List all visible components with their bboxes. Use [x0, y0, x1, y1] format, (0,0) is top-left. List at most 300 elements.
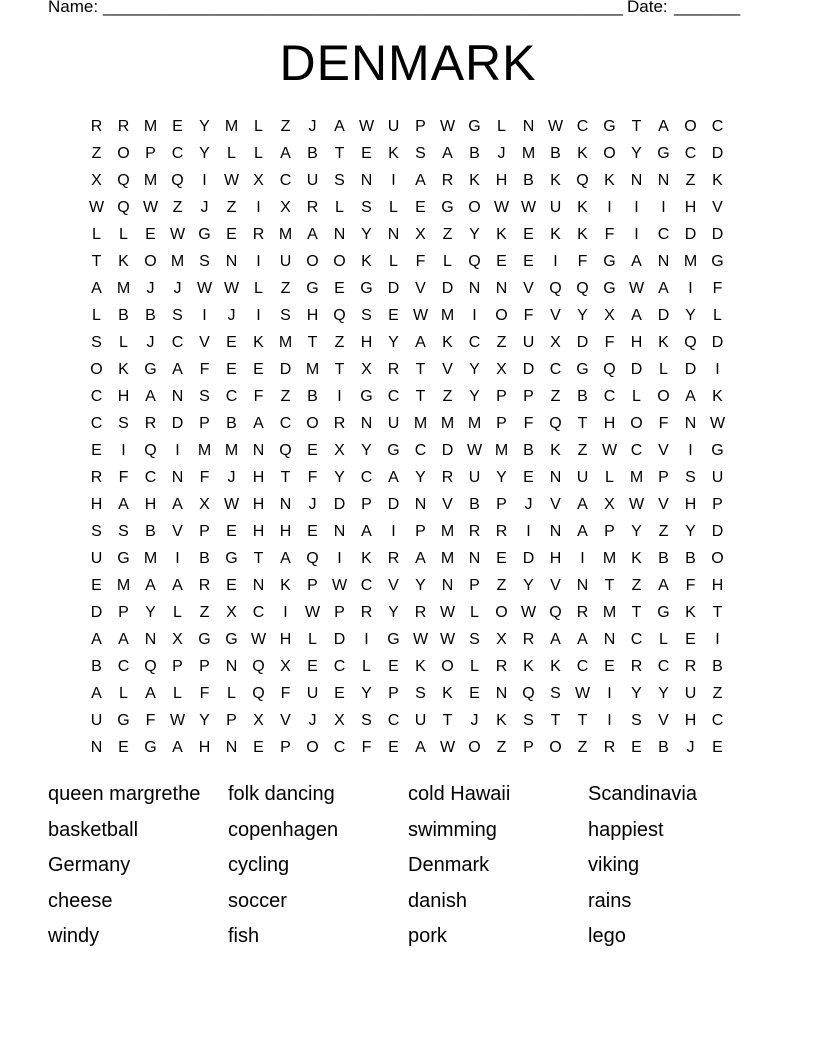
grid-letter: X [334, 712, 345, 729]
grid-letter: L [254, 280, 263, 297]
grid-letter: C [90, 415, 103, 432]
grid-row [83, 329, 733, 356]
grid-letter: B [307, 388, 318, 405]
grid-letter: G [225, 631, 238, 648]
grid-letter: D [576, 334, 589, 351]
grid-letter: Q [279, 442, 292, 459]
grid-letter: M [305, 361, 320, 378]
grid-letter: W [439, 631, 456, 648]
grid-letter: Y [361, 685, 372, 702]
header [48, 0, 748, 21]
grid-letter: M [143, 118, 158, 135]
grid-letter: N [90, 739, 103, 756]
grid-letter: K [631, 550, 642, 567]
grid-letter: L [227, 685, 236, 702]
grid-letter: N [171, 388, 184, 405]
grid-letter: L [362, 658, 371, 675]
grid-letter: H [252, 469, 265, 486]
grid-row [83, 275, 733, 302]
grid-letter: W [601, 442, 618, 459]
grid-letter: V [523, 280, 534, 297]
grid-letter: L [497, 118, 506, 135]
grid-letter: N [549, 469, 562, 486]
grid-letter: E [415, 199, 426, 216]
grid-letter: M [278, 334, 293, 351]
grid-letter: T [280, 469, 291, 486]
grid-letter: Y [199, 712, 210, 729]
grid-letter: W [304, 604, 321, 621]
grid-letter: O [306, 253, 319, 270]
grid-letter: U [684, 685, 697, 702]
grid-letter: K [577, 226, 588, 243]
grid-letter: H [279, 523, 292, 540]
grid-letter: G [576, 361, 589, 378]
grid-letter: V [550, 577, 561, 594]
grid-letter: A [91, 631, 102, 648]
grid-letter: M [602, 550, 617, 567]
word-search-grid [83, 113, 733, 761]
grid-letter: K [523, 658, 534, 675]
grid-letter: R [630, 658, 643, 675]
grid-letter: Q [144, 442, 157, 459]
grid-letter: C [90, 388, 103, 405]
grid-letter: L [470, 658, 479, 675]
grid-letter: Q [333, 307, 346, 324]
grid-letter: F [712, 280, 723, 297]
grid-letter: F [199, 361, 210, 378]
grid-letter: N [684, 415, 697, 432]
grid-letter: Y [631, 145, 642, 162]
grid-letter: N [576, 577, 589, 594]
grid-letter: W [358, 118, 375, 135]
grid-letter: H [252, 496, 265, 513]
grid-letter: O [630, 415, 643, 432]
word-list-item: soccer [228, 889, 287, 912]
grid-letter: Z [496, 739, 507, 756]
grid-letter: T [334, 145, 345, 162]
grid-row [83, 383, 733, 410]
grid-letter: J [200, 199, 209, 216]
grid-letter: A [415, 172, 426, 189]
grid-letter: I [715, 361, 720, 378]
grid-letter: W [439, 739, 456, 756]
grid-letter: H [279, 631, 292, 648]
grid-letter: A [415, 739, 426, 756]
grid-letter: K [550, 226, 561, 243]
grid-letter: P [469, 577, 480, 594]
grid-letter: R [603, 739, 616, 756]
grid-letter: H [684, 199, 697, 216]
word-list-item: pork [408, 925, 447, 947]
grid-letter: Y [469, 226, 480, 243]
grid-row [83, 599, 733, 626]
grid-letter: B [658, 739, 669, 756]
grid-letter: B [685, 550, 696, 567]
grid-letter: W [439, 118, 456, 135]
grid-letter: O [603, 145, 616, 162]
grid-letter: R [252, 226, 265, 243]
grid-letter: J [173, 280, 182, 297]
grid-letter: H [144, 496, 157, 513]
grid-letter: E [496, 253, 507, 270]
word-list-item: cheese [48, 889, 113, 912]
grid-letter: X [496, 631, 507, 648]
grid-letter: B [469, 145, 480, 162]
grid-letter: S [91, 334, 102, 351]
grid-letter: D [684, 226, 697, 243]
grid-letter: S [361, 199, 372, 216]
grid-letter: C [144, 469, 157, 486]
grid-letter: C [630, 631, 643, 648]
grid-letter: A [118, 631, 129, 648]
grid-letter: M [440, 550, 455, 567]
grid-letter: A [145, 685, 156, 702]
grid-letter: G [387, 631, 400, 648]
grid-letter: H [684, 712, 697, 729]
grid-row [83, 356, 733, 383]
grid-letter: J [686, 739, 695, 756]
grid-letter: J [227, 469, 236, 486]
grid-letter: W [628, 280, 645, 297]
grid-letter: M [602, 604, 617, 621]
grid-letter: S [118, 523, 129, 540]
grid-letter: C [279, 172, 292, 189]
grid-letter: B [577, 388, 588, 405]
grid-letter: V [550, 496, 561, 513]
grid-letter: E [226, 577, 237, 594]
grid-letter: L [605, 469, 614, 486]
grid-letter: Q [468, 253, 481, 270]
grid-letter: G [603, 280, 616, 297]
grid-letter: N [333, 523, 346, 540]
grid-letter: T [631, 604, 642, 621]
grid-letter: K [118, 361, 129, 378]
grid-letter: P [388, 685, 399, 702]
grid-letter: P [334, 604, 345, 621]
grid-letter: X [550, 334, 561, 351]
grid-letter: R [495, 523, 508, 540]
grid-letter: Z [496, 577, 507, 594]
grid-letter: N [360, 172, 373, 189]
grid-letter: J [524, 496, 533, 513]
grid-letter: B [226, 415, 237, 432]
grid-letter: A [172, 577, 183, 594]
grid-letter: R [90, 118, 103, 135]
grid-letter: F [253, 388, 264, 405]
grid-letter: Y [415, 577, 426, 594]
grid-letter: C [549, 361, 562, 378]
date-label: Date: [627, 0, 668, 16]
grid-letter: P [604, 523, 615, 540]
grid-letter: L [92, 226, 101, 243]
grid-letter: A [388, 469, 399, 486]
grid-letter: T [307, 334, 318, 351]
grid-letter: I [553, 253, 558, 270]
grid-letter: P [658, 469, 669, 486]
grid-letter: Q [549, 604, 562, 621]
grid-letter: K [550, 442, 561, 459]
grid-letter: A [334, 118, 345, 135]
grid-letter: Y [631, 685, 642, 702]
grid-letter: J [146, 334, 155, 351]
grid-letter: E [388, 739, 399, 756]
grid-letter: Y [334, 469, 345, 486]
grid-letter: S [685, 469, 696, 486]
grid-letter: V [442, 496, 453, 513]
grid-letter: K [442, 685, 453, 702]
grid-letter: S [415, 685, 426, 702]
grid-letter: I [256, 307, 261, 324]
grid-letter: K [604, 172, 615, 189]
grid-letter: H [495, 172, 508, 189]
grid-letter: E [118, 739, 129, 756]
grid-letter: H [684, 496, 697, 513]
grid-letter: G [387, 442, 400, 459]
word-list-item: folk dancing [228, 783, 335, 805]
grid-letter: C [657, 658, 670, 675]
grid-letter: K [577, 199, 588, 216]
grid-letter: W [331, 577, 348, 594]
grid-letter: H [306, 307, 319, 324]
grid-letter: C [576, 658, 589, 675]
grid-letter: Z [685, 172, 696, 189]
grid-letter: Y [199, 118, 210, 135]
grid-letter: U [576, 469, 589, 486]
grid-letter: O [333, 253, 346, 270]
word-list-item: Scandinavia [588, 783, 697, 805]
grid-letter: D [711, 334, 724, 351]
grid-letter: M [629, 469, 644, 486]
grid-letter: C [252, 604, 265, 621]
grid-letter: M [278, 226, 293, 243]
grid-letter: D [441, 280, 454, 297]
grid-letter: I [256, 199, 261, 216]
grid-letter: G [198, 631, 211, 648]
grid-letter: V [415, 280, 426, 297]
grid-letter: L [389, 253, 398, 270]
grid-letter: W [412, 631, 429, 648]
grid-letter: X [91, 172, 102, 189]
grid-letter: Y [415, 469, 426, 486]
grid-letter: Y [631, 523, 642, 540]
grid-letter: D [441, 442, 454, 459]
grid-letter: A [577, 496, 588, 513]
grid-letter: D [657, 307, 670, 324]
grid-letter: U [711, 469, 724, 486]
grid-letter: L [335, 199, 344, 216]
grid-letter: Y [469, 361, 480, 378]
grid-letter: T [631, 118, 642, 135]
grid-letter: H [603, 415, 616, 432]
grid-letter: R [441, 469, 454, 486]
grid-letter: W [223, 172, 240, 189]
grid-letter: D [90, 604, 103, 621]
grid-letter: G [711, 442, 724, 459]
grid-letter: N [468, 280, 481, 297]
grid-letter: F [604, 334, 615, 351]
grid-letter: O [549, 739, 562, 756]
grid-letter: I [661, 199, 666, 216]
grid-letter: M [494, 442, 509, 459]
word-list-item: queen margrethe [48, 783, 201, 805]
grid-letter: Z [91, 145, 102, 162]
word-list-item: Germany [48, 854, 131, 876]
grid-letter: E [712, 739, 723, 756]
grid-row [83, 518, 733, 545]
grid-letter: H [198, 739, 211, 756]
grid-letter: Q [306, 550, 319, 567]
grid-letter: W [142, 199, 159, 216]
grid-letter: Y [685, 307, 696, 324]
grid-letter: E [604, 658, 615, 675]
grid-letter: P [523, 739, 534, 756]
grid-row [83, 302, 733, 329]
grid-letter: I [283, 604, 288, 621]
grid-letter: P [415, 118, 426, 135]
grid-letter: I [391, 523, 396, 540]
grid-letter: O [684, 118, 697, 135]
grid-letter: N [360, 415, 373, 432]
word-list-item: windy [48, 925, 100, 947]
grid-letter: G [117, 712, 130, 729]
grid-letter: L [173, 604, 182, 621]
grid-letter: E [523, 253, 534, 270]
grid-letter: E [91, 577, 102, 594]
grid-letter: I [715, 631, 720, 648]
grid-letter: G [603, 253, 616, 270]
grid-letter: E [253, 361, 264, 378]
grid-letter: F [199, 685, 210, 702]
grid-letter: Y [361, 442, 372, 459]
grid-letter: N [144, 631, 157, 648]
grid-letter: N [495, 685, 508, 702]
grid-letter: T [604, 577, 615, 594]
grid-letter: Q [252, 685, 265, 702]
grid-letter: I [121, 442, 126, 459]
grid-letter: E [388, 307, 399, 324]
grid-letter: I [391, 172, 396, 189]
grid-letter: B [118, 307, 129, 324]
grid-letter: Y [199, 145, 210, 162]
grid-letter: P [199, 523, 210, 540]
grid-letter: F [280, 685, 291, 702]
word-list-item: happiest [588, 818, 664, 841]
grid-letter: F [199, 469, 210, 486]
grid-letter: A [631, 307, 642, 324]
grid-letter: U [522, 334, 535, 351]
grid-letter: R [198, 577, 211, 594]
grid-letter: V [658, 712, 669, 729]
grid-letter: D [684, 361, 697, 378]
grid-letter: J [227, 307, 236, 324]
grid-letter: X [226, 604, 237, 621]
word-list-item: cold Hawaii [408, 783, 511, 805]
grid-letter: E [361, 145, 372, 162]
grid-letter: E [523, 469, 534, 486]
grid-letter: W [439, 604, 456, 621]
grid-letter: O [495, 604, 508, 621]
grid-letter: S [361, 307, 372, 324]
grid-letter: I [364, 631, 369, 648]
grid-letter: E [226, 361, 237, 378]
grid-letter: A [658, 118, 669, 135]
page-title: DENMARK [279, 35, 537, 91]
grid-letter: N [387, 226, 400, 243]
grid-letter: C [225, 388, 238, 405]
grid-letter: B [91, 658, 102, 675]
grid-letter: U [549, 199, 562, 216]
grid-letter: D [279, 361, 292, 378]
grid-letter: H [117, 388, 130, 405]
grid-letter: S [172, 307, 183, 324]
grid-letter: H [549, 550, 562, 567]
grid-letter: M [224, 442, 239, 459]
grid-letter: S [199, 388, 210, 405]
grid-letter: Q [117, 172, 130, 189]
grid-letter: A [145, 577, 156, 594]
grid-letter: N [495, 280, 508, 297]
grid-letter: U [90, 550, 103, 567]
grid-letter: P [172, 658, 183, 675]
grid-letter: A [145, 388, 156, 405]
grid-letter: Y [388, 334, 399, 351]
grid-letter: R [333, 415, 346, 432]
grid-letter: E [523, 226, 534, 243]
grid-letter: G [657, 604, 670, 621]
grid-letter: A [118, 496, 129, 513]
grid-letter: B [199, 550, 210, 567]
grid-letter: P [361, 496, 372, 513]
grid-letter: K [577, 145, 588, 162]
grid-letter: W [520, 199, 537, 216]
grid-letter: K [712, 172, 723, 189]
grid-letter: L [119, 226, 128, 243]
grid-letter: L [632, 388, 641, 405]
grid-letter: L [308, 631, 317, 648]
grid-letter: T [577, 415, 588, 432]
grid-letter: I [688, 442, 693, 459]
grid-letter: H [630, 334, 643, 351]
grid-letter: K [685, 604, 696, 621]
grid-letter: N [225, 658, 238, 675]
grid-letter: J [470, 712, 479, 729]
grid-letter: G [657, 145, 670, 162]
grid-letter: D [171, 415, 184, 432]
grid-letter: J [308, 118, 317, 135]
grid-letter: I [337, 388, 342, 405]
grid-letter: N [657, 253, 670, 270]
grid-row [83, 167, 733, 194]
grid-letter: F [523, 307, 534, 324]
grid-letter: I [175, 550, 180, 567]
grid-letter: L [389, 199, 398, 216]
grid-letter: N [252, 577, 265, 594]
grid-letter: J [497, 145, 506, 162]
grid-letter: A [658, 280, 669, 297]
grid-letter: O [90, 361, 103, 378]
grid-letter: Z [334, 334, 345, 351]
grid-letter: A [280, 145, 291, 162]
grid-letter: I [256, 253, 261, 270]
grid-letter: S [199, 253, 210, 270]
grid-letter: M [413, 415, 428, 432]
grid-letter: G [360, 280, 373, 297]
grid-letter: D [522, 550, 535, 567]
word-list-item: cycling [228, 854, 290, 876]
grid-letter: I [607, 199, 612, 216]
grid-letter: Z [712, 685, 723, 702]
grid-letter: A [550, 631, 561, 648]
